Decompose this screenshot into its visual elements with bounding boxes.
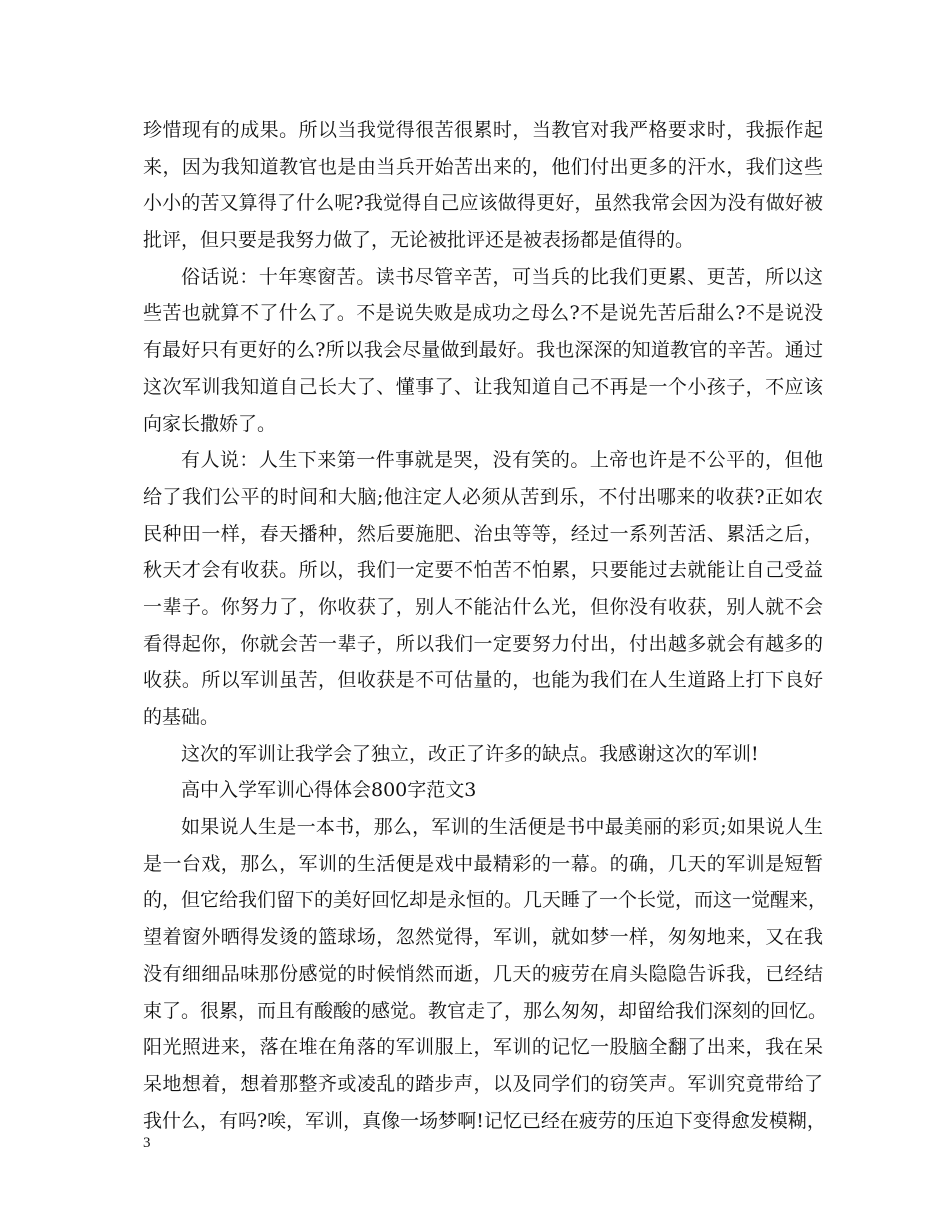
text-line: 的基础。	[143, 706, 220, 728]
text-line: 的，但它给我们留下的美好回忆却是永恒的。几天睡了一个长觉，而这一觉醒来，	[143, 889, 828, 912]
text-line: 是一台戏，那么，军训的生活便是戏中最精彩的一幕。的确，几天的军训是短暂	[143, 852, 823, 875]
text-line: 来，因为我知道教官也是由当兵开始苦出来的，他们付出更多的汗水，我们这些	[143, 155, 823, 178]
text-line: 给了我们公平的时间和大脑;他注定人必须从苦到乐，不付出哪来的收获?正如农	[143, 485, 823, 508]
text-line: 向家长撒娇了。	[143, 412, 277, 435]
text-line: 有人说：人生下来第一件事就是哭，没有笑的。上帝也许是不公平的，但他	[181, 449, 823, 472]
text-line: 珍惜现有的成果。所以当我觉得很苦很累时，当教官对我严格要求时，我振作起	[143, 119, 823, 141]
text-line: 这次的军训让我学会了独立，改正了许多的缺点。我感谢这次的军训!	[181, 742, 759, 765]
text-line: 批评，但只要是我努力做了，无论被批评还是被表扬都是值得的。	[143, 229, 695, 252]
text-line: 民种田一样，春天播种，然后要施肥、治虫等等，经过一系列苦活、累活之后，	[143, 522, 823, 545]
text-line: 收获。所以军训虽苦，但收获是不可估量的，也能为我们在人生道路上打下良好	[143, 669, 823, 692]
text-line: 没有细细品味那份感觉的时候悄然而逝，几天的疲劳在肩头隐隐告诉我，已经结	[143, 962, 823, 985]
text-line: 望着窗外晒得发烫的篮球场，忽然觉得，军训，就如梦一样，匆匆地来，又在我	[143, 926, 823, 949]
page-number: 3	[143, 1135, 151, 1151]
text-line: 这次军训我知道自己长大了、懂事了、让我知道自己不再是一个小孩子，不应该	[143, 375, 823, 398]
text-line: 阳光照进来，落在堆在角落的军训服上，军训的记忆一股脑全翻了出来，我在呆	[143, 1036, 823, 1059]
text-line: 束了。很累，而且有酸酸的感觉。教官走了，那么匆匆，却留给我们深刻的回忆。	[143, 999, 828, 1022]
text-line: 俗话说：十年寒窗苦。读书尽管辛苦，可当兵的比我们更累、更苦，所以这	[181, 265, 823, 288]
text-line: 高中入学军训心得体会800字范文3	[181, 779, 477, 802]
text-line: 一辈子。你努力了，你收获了，别人不能沾什么光，但你没有收获，别人就不会	[143, 595, 823, 618]
text-line: 我什么，有吗?唉，军训，真像一场梦啊!记忆已经在疲劳的压迫下变得愈发模糊，	[143, 1109, 826, 1132]
text-line: 小小的苦又算得了什么呢?我觉得自己应该做得更好，虽然我常会因为没有做好被	[143, 192, 823, 215]
text-line: 些苦也就算不了什么了。不是说失败是成功之母么?不是说先苦后甜么?不是说没	[143, 302, 823, 325]
text-line: 呆地想着，想着那整齐或凌乱的踏步声，以及同学们的窃笑声。军训究竟带给了	[143, 1072, 823, 1095]
text-line: 有最好只有更好的么?所以我会尽量做到最好。我也深深的知道教官的辛苦。通过	[143, 339, 823, 362]
document-body	[143, 112, 828, 1139]
text-line: 看得起你，你就会苦一辈子，所以我们一定要努力付出，付出越多就会有越多的	[143, 632, 823, 655]
text-line: 如果说人生是一本书，那么，军训的生活便是书中最美丽的彩页;如果说人生	[181, 816, 823, 839]
text-line: 秋天才会有收获。所以，我们一定要不怕苦不怕累，只要能过去就能让自己受益	[143, 559, 823, 582]
